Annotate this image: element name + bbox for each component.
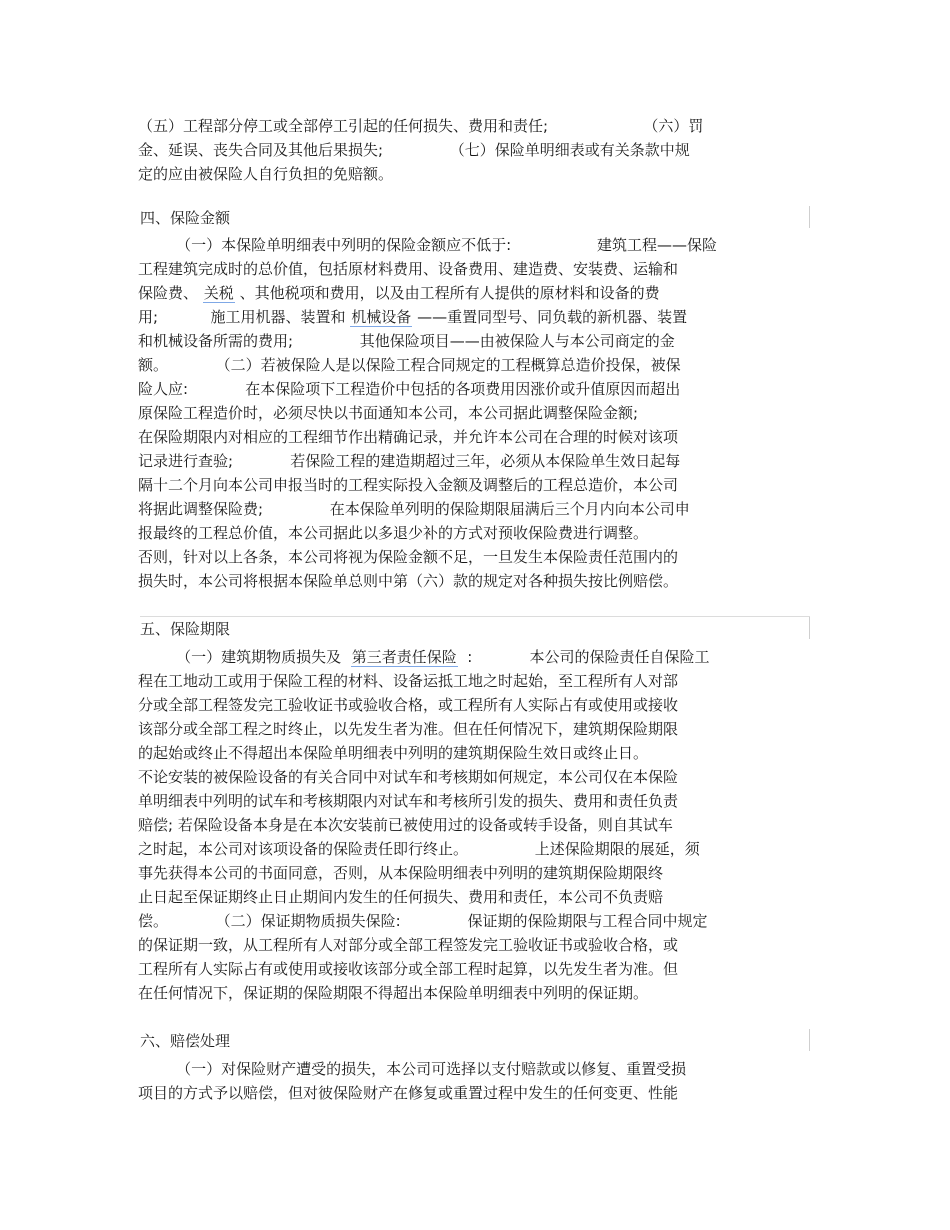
paragraph-line: 单明细表中列明的试车和考核期限内对试车和考核所引发的损失、费用和责任负责	[138, 792, 679, 810]
paragraph-line: 否则，针对以上各条，本公司将视为保险金额不足，一旦发生本保险责任范围内的	[138, 548, 679, 566]
paragraph-line: 止日起至保证期终止日止期间内发生的任何损失、费用和责任，本公司不负责赔	[138, 888, 664, 906]
paragraph-line: 项目的方式予以赔偿，但对彼保险财产在修复或重置过程中发生的任何变更、性能	[138, 1084, 679, 1102]
paragraph-line: 程在工地动工或用于保险工程的材料、设备运抵工地之时起始，至工程所有人对部	[138, 672, 679, 690]
section-heading: 四、保险金额	[140, 209, 231, 227]
margin-marker	[809, 1029, 810, 1051]
paragraph-line: 工程建筑完成时的总价值，包括原材料费用、设备费用、建造费、安装费、运输和	[138, 260, 679, 278]
paragraph-line: 用; 施工用机器、装置和 机械设备 ——重置同型号、同负载的新机器、装置	[138, 308, 688, 326]
margin-marker	[809, 617, 810, 639]
paragraph-line: 损失时，本公司将根据本保险单总则中第（六）款的规定对各种损失按比例赔偿。	[138, 572, 679, 590]
paragraph-line: 险人应: 在本保险项下工程造价中包括的各项费用因涨价或升值原因而超出	[138, 380, 681, 398]
paragraph-line: （一）本保险单明细表中列明的保险金额应不低于: 建筑工程——保险	[138, 236, 718, 254]
paragraph-line: （一）建筑期物质损失及 第三者责任保险 : 本公司的保险责任自保险工	[138, 648, 710, 666]
paragraph-line: 在保险期限内对相应的工程细节作出精确记录，并允许本公司在合理的时候对该项	[138, 428, 679, 446]
paragraph-line: 的起始或终止不得超出本保险单明细表中列明的建筑期保险生效日或终止日。	[138, 744, 649, 762]
section-heading: 五、保险期限	[140, 620, 231, 638]
paragraph-line: 原保险工程造价时，必须尽快以书面通知本公司，本公司据此调整保险金额;	[138, 404, 639, 422]
paragraph-line: 记录进行查验; 若保险工程的建造期超过三年，必须从本保险单生效日起每	[138, 452, 681, 470]
paragraph-line: 不论安装的被保险设备的有关合同中对试车和考核期如何规定，本公司仅在本保险	[138, 768, 679, 786]
paragraph-line: （五）工程部分停工或全部停工引起的任何损失、费用和责任; （六）罚	[138, 117, 704, 135]
paragraph-line: 隔十二个月向本公司申报当时的工程实际投入金额及调整后的工程总造价，本公司	[138, 476, 679, 494]
paragraph-line: 将据此调整保险费; 在本保险单列明的保险期限届满后三个月内向本公司申	[138, 500, 690, 518]
paragraph-line: 额。 （二）若被保险人是以保险工程合同规定的工程概算总造价投保，被保	[138, 356, 681, 374]
margin-marker	[809, 206, 810, 228]
paragraph-line: 工程所有人实际占有或使用或接收该部分或全部工程时起算，以先发生者为准。但	[138, 960, 679, 978]
section-divider	[140, 616, 810, 617]
paragraph-line: 和机械设备所需的费用; 其他保险项目——由被保险人与本公司商定的金	[138, 332, 675, 350]
hyperlink-disanzhe-zeren-baoxian[interactable]: 第三者责任保险	[351, 648, 457, 666]
paragraph-line: 定的应由被保险人自行负担的免赔额。	[138, 165, 394, 183]
paragraph-line: 之时起，本公司对该项设备的保险责任即行终止。 上述保险期限的展延，须	[138, 840, 700, 858]
paragraph-line: 在任何情况下，保证期的保险期限不得超出本保险单明细表中列明的保证期。	[138, 984, 649, 1002]
paragraph-line: 偿。 （二）保证期物质损失保险: 保证期的保险期限与工程合同中规定	[138, 912, 708, 930]
paragraph-line: 的保证期一致，从工程所有人对部分或全部工程签发完工验收证书或验收合格，或	[138, 936, 679, 954]
paragraph-line: 报最终的工程总价值，本公司据此以多退少补的方式对预收保险费进行调整。	[138, 524, 649, 542]
section-heading: 六、赔偿处理	[140, 1032, 231, 1050]
paragraph-line: 分或全部工程签发完工验收证书或验收合格，或工程所有人实际占有或使用或接收	[138, 696, 679, 714]
hyperlink-guanshui[interactable]: 关税	[203, 284, 234, 302]
hyperlink-jixie-shebei[interactable]: 机械设备	[351, 308, 412, 326]
paragraph-line: 该部分或全部工程之时终止，以先发生者为准。但在任何情况下，建筑期保险期限	[138, 720, 679, 738]
paragraph-line: 赔偿; 若保险设备本身是在本次安装前已被使用过的设备或转手设备，则自其试车	[138, 816, 673, 834]
paragraph-line: 事先获得本公司的书面同意，否则，从本保险明细表中列明的建筑期保险期限终	[138, 864, 664, 882]
paragraph-line: （一）对保险财产遭受的损失，本公司可选择以支付赔款或以修复、重置受损	[138, 1060, 687, 1078]
paragraph-line: 金、延误、丧失合同及其他后果损失; （七）保险单明细表或有关条款中规	[138, 141, 690, 159]
paragraph-line: 保险费、 关税 、其他税项和费用，以及由工程所有人提供的原材料和设备的费	[138, 284, 660, 302]
